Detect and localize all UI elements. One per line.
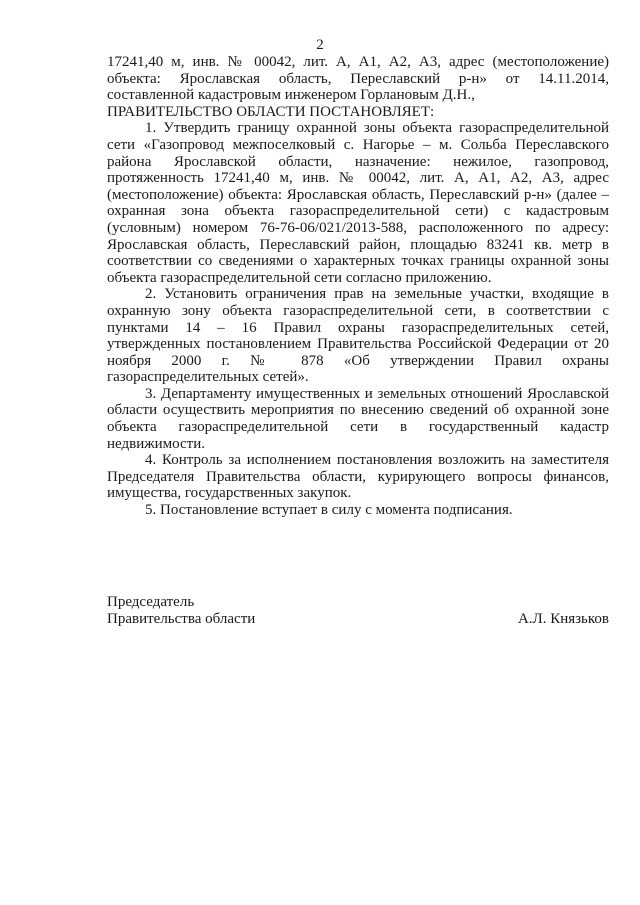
decree-heading: ПРАВИТЕЛЬСТВО ОБЛАСТИ ПОСТАНОВЛЯЕТ:: [107, 103, 435, 120]
item-3: 3. Департаменту имущественных и земельных отношений Ярославской области осуществить мероприятия по внесению сведений об охранной зоне объекта газораспределительной сети в государственный кадастр недвижимости.: [107, 385, 609, 452]
item-1: 1. Утвердить границу охранной зоны объекта газораспределительной сети «Газопровод межпоселковый с. Нагорье – м. Сольба Переславского района Ярославской области, назначение: нежилое, газопровод, протяженность 17241,40 м, инв. № 00042, лит. А, А1, А2, А3, адрес (местоположение) объекта: Ярославская область, Переславский р-н» (далее – охранная зона объекта газораспределительной сети) с кадастровым (условным) номером 76-76-06/021/2013-588, расположенного по адресу: Ярославская область, Переславский район, площадью 83241 кв. метр в соответствии со сведениями о характерных точках границы охранной зоны объекта газораспределительной сети согласно приложению.: [107, 120, 609, 286]
item-2: 2. Установить ограничения прав на земельные участки, входящие в охранную зону объекта газораспределительной сети, в соответствии с пунктами 14 – 16 Правил охраны газораспределительных сетей, утвержденных постановлением Правительства Российской Федерации от 20 ноября 2000 г. № 878 «Об утверждении Правил охраны газораспределительных сетей».: [107, 286, 609, 386]
document-body: [107, 54, 609, 519]
signature-row: [107, 611, 609, 628]
item-5: 5. Постановление вступает в силу с момента подписания.: [145, 502, 513, 519]
signature-block: [107, 594, 609, 628]
intro-paragraph: 17241,40 м, инв. № 00042, лит. А, А1, А2, А3, адрес (местоположение) объекта: Ярославская область, Переславский р-н» от 14.11.2014, составленной кадастровым инженером Горлановым Д.Н.,: [107, 54, 609, 104]
signatory-title-line1: Председатель: [107, 594, 195, 610]
signatory-name: А.Л. Князьков: [517, 611, 609, 627]
page-number: 2: [316, 37, 324, 53]
item-4: 4. Контроль за исполнением постановления возложить на заместителя Председателя Правительства области, курирующего вопросы финансов, имущества, государственных закупок.: [107, 452, 609, 502]
signatory-title-line2: Правительства области: [107, 611, 256, 627]
